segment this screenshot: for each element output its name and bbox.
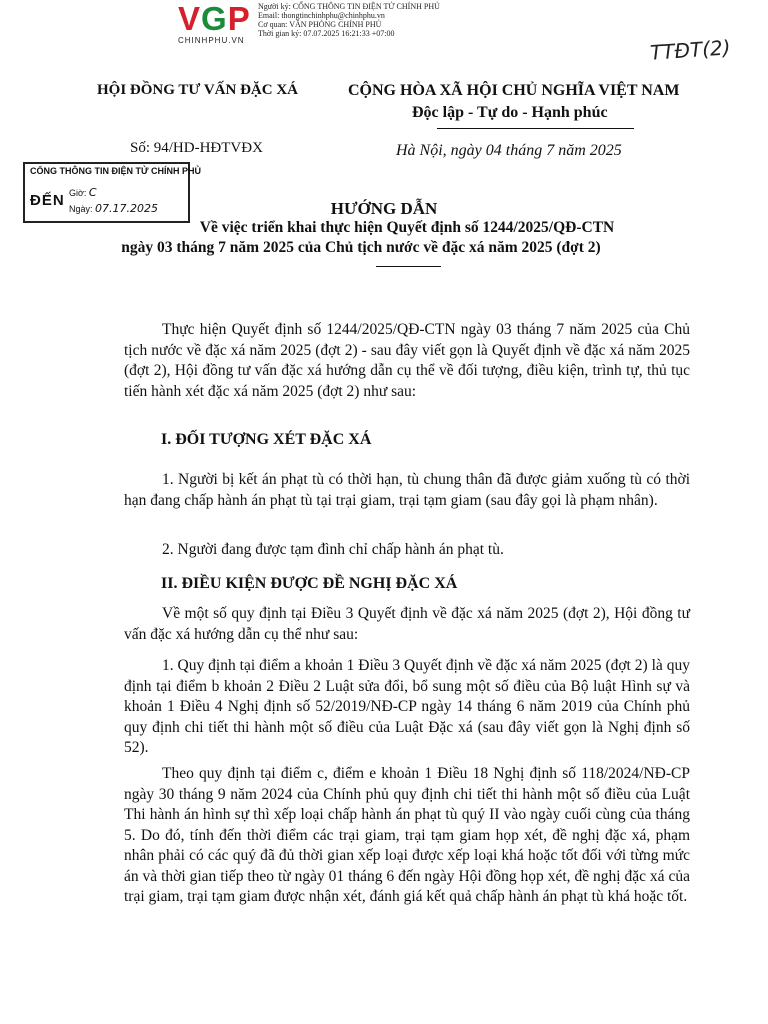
section-2-heading: II. ĐIỀU KIỆN ĐƯỢC ĐỀ NGHỊ ĐẶC XÁ [161,575,458,592]
title-line-1: Về việc triển khai thực hiện Quyết định số 1244/2025/QĐ-CTN [199,219,615,236]
national-title: CỘNG HÒA XÃ HỘI CHỦ NGHĨA VIỆT NAM [348,82,680,99]
section-1-item-1-text: 1. Người bị kết án phạt tù có thời hạn, tù chung thân đã được giảm xuống tù có thời hạn đang chấp hành án phạt tù tại trại giam, trại tạm giam (sau đây gọi là phạm nhân). [124,471,690,509]
section-1-heading: I. ĐỐI TƯỢNG XÉT ĐẶC XÁ [161,431,372,448]
digital-signature-info [258,2,440,38]
intro-paragraph [124,320,690,402]
motto-underline [437,128,634,129]
section-2-paragraph-text: Theo quy định tại điểm c, điểm e khoản 1 Điều 18 Nghị định số 118/2024/NĐ-CP ngày 30 tháng 9 năm 2024 của Chính phủ quy định chi tiết thi hành một số điều của Luật Thi hành án hình sự thì xếp loại chấp hành án phạt tù quý II vào ngày cuối cùng của tháng 5. Do đó, tính đến thời điểm các trại giam, trại tạm giam họp xét, đề nghị đặc xá, phạm nhân phải có các quý đã đủ thời gian xếp loại được xếp loại khá hoặc tốt đối với từng mức án và thời gian tiếp theo từ ngày 01 tháng 6 đến ngày Hội đồng họp xét, đề nghị đặc xá của trại giam, trại tạm giam được nhận xét, đánh giá kết quả chấp hành án phạt tù khá hoặc tốt. [124,765,690,905]
place-date: Hà Nội, ngày 04 tháng 7 năm 2025 [396,142,622,159]
sign-time-line: Thời gian ký: 07.07.2025 16:21:33 +07:00 [258,29,395,38]
vgp-logo [178,2,258,46]
handwritten-note: TTĐT(2) [649,35,732,65]
stamp-den: ĐẾN [30,192,65,209]
email-line: Email: thongtinchinhphu@chinhphu.vn [258,11,385,20]
section-2-intro-text: Về một số quy định tại Điều 3 Quyết định về đặc xá năm 2025 (đợt 2), Hội đồng tư vấn đặc xá hướng dẫn cụ thể như sau: [124,605,690,643]
document-title: HƯỚNG DẪN [330,199,438,218]
section-2-item-1-text: 1. Quy định tại điểm a khoản 1 Điều 3 Quyết định về đặc xá năm 2025 (đợt 2) là quy định tại điểm b khoản 2 Điều 2 Luật sửa đổi, bổ sung một số điều của Bộ luật Hình sự và khoản 1 Điều 4 Nghị định số 52/2019/NĐ-CP ngày 14 tháng 6 năm 2019 của Chính phủ quy định chi tiết thi hành một số điều của Luật Đặc xá (sau đây viết gọn là Nghị định số 52). [124,657,690,756]
issuing-council: HỘI ĐỒNG TƯ VẤN ĐẶC XÁ [97,82,298,98]
stamp-header: CỔNG THÔNG TIN ĐIỆN TỬ CHÍNH PHỦ [30,166,201,176]
vgp-logo-letters [178,2,251,36]
stamp-time-value: C [88,186,97,199]
vgp-logo-subtext: CHINHPHU.VN [178,36,245,45]
vgp-logo-v: V [178,0,202,37]
signer-line: Người ký: CỔNG THÔNG TIN ĐIỆN TỬ CHÍNH PHỦ [258,2,440,11]
vgp-logo-g: G [201,0,228,37]
stamp-date-value: 07.17.2025 [95,202,159,215]
section-2-paragraph [124,764,690,908]
intro-text: Thực hiện Quyết định số 1244/2025/QĐ-CTN ngày 03 tháng 7 năm 2025 của Chủ tịch nước về đặc xá năm 2025 (đợt 2) - sau đây viết gọn là Quyết định về đặc xá năm 2025 (đợt 2), Hội đồng tư vấn đặc xá hướng dẫn cụ thể về đối tượng, điều kiện, trình tự, thủ tục tiến hành xét đặc xá năm 2025 (đợt 2) như sau: [124,321,690,400]
section-1-item-2 [124,540,690,561]
stamp-time-label: Giờ: [69,188,87,198]
stamp-time-row [69,186,97,199]
section-1-item-1 [124,470,690,511]
national-motto: Độc lập - Tự do - Hạnh phúc [412,104,608,121]
document-number: Số: 94/HD-HĐTVĐX [130,140,263,156]
section-2-intro [124,604,690,645]
section-1-item-2-text: 2. Người đang được tạm đình chỉ chấp hành án phạt tù. [162,541,504,558]
title-line-2: ngày 03 tháng 7 năm 2025 của Chủ tịch nước về đặc xá năm 2025 (đợt 2) [121,239,601,256]
section-2-item-1 [124,656,690,759]
title-underline [376,266,441,267]
agency-line: Cơ quan: VĂN PHÒNG CHÍNH PHỦ [258,20,382,29]
vgp-logo-p: P [227,0,251,37]
stamp-date-label: Ngày: [69,204,93,214]
